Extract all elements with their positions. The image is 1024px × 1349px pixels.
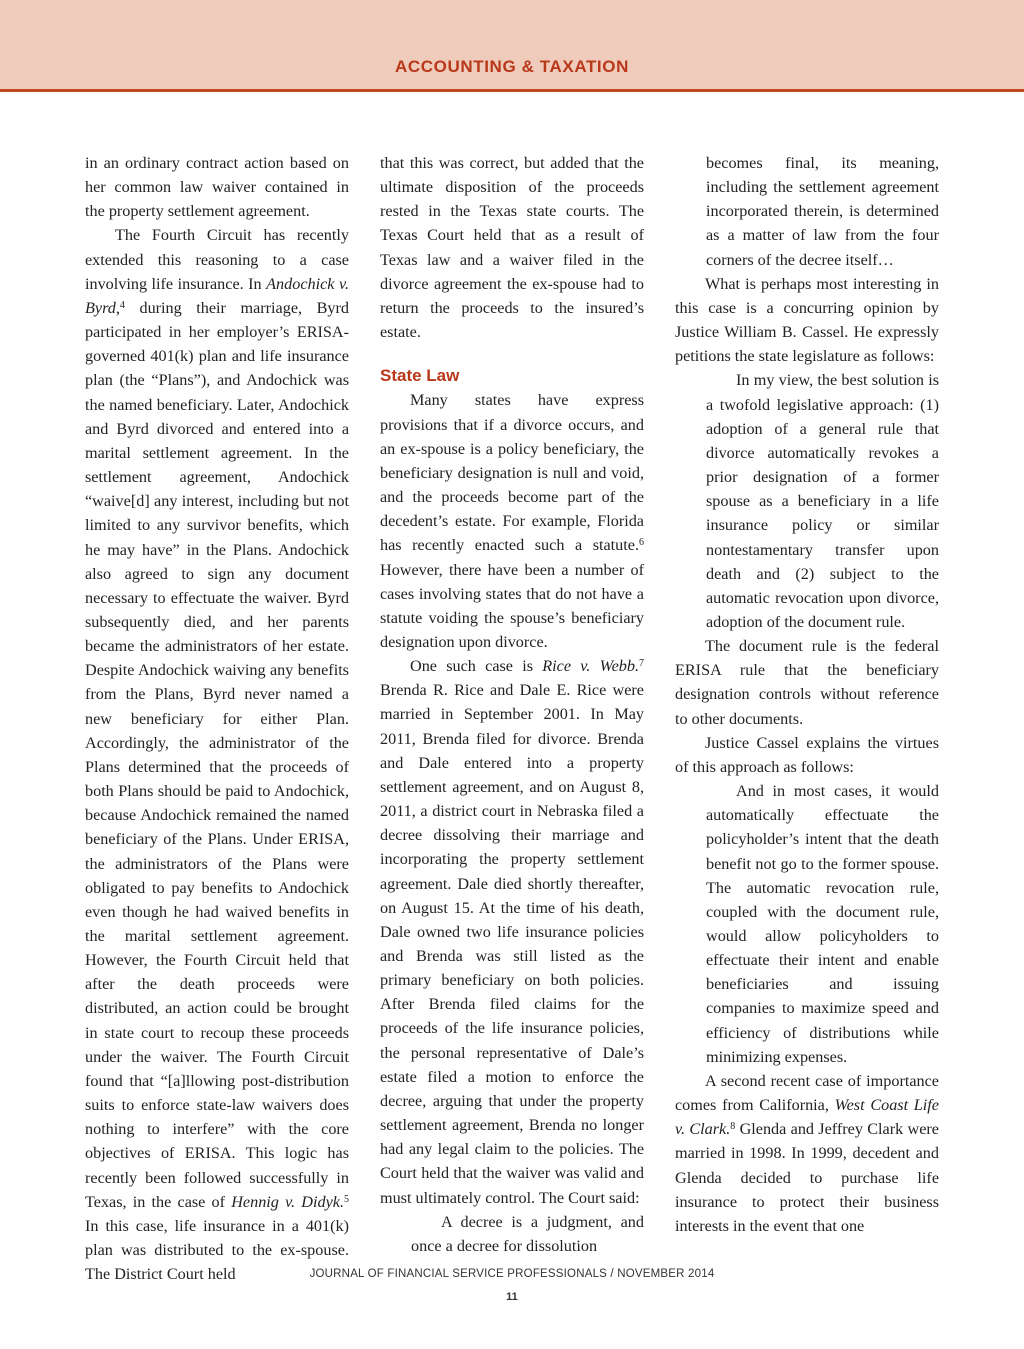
text-run: However, there have been a number of cases involving states that do not have a statute voiding the spouse’s beneficiary designation upon divorce. bbox=[380, 560, 644, 651]
section-heading: State Law bbox=[380, 366, 460, 386]
footnote-ref: 4 bbox=[119, 299, 125, 311]
block-quote: In my view, the best solution is a twofold legislative approach: (1) adoption of a general rule that divorce automatically revokes a prior designation of a former spouse as a beneficiary in a life insurance policy or similar nontestamentary transfer upon death and (2) subject to the automatic revocation upon divorce, adoption of the document rule. bbox=[706, 371, 939, 631]
section-title: ACCOUNTING & TAXATION bbox=[395, 57, 629, 76]
paragraph: in an ordinary contract action based on her common law waiver contained in the property settlement agreement. bbox=[85, 154, 349, 221]
block-quote-continued: becomes final, its meaning, including the settlement agreement incorporated therein, is determined as a matter of law from the four corners of the decree itself… bbox=[706, 154, 939, 269]
text-run: The Fourth Circuit has recently extended this reasoning to a case involving life insurance. In bbox=[85, 226, 349, 293]
case-citation: West Coast Life v. Clark. bbox=[675, 1096, 939, 1139]
paragraph bbox=[85, 223, 349, 1286]
text-run: during their marriage, Byrd participated in her employer’s ERISA-governed 401(k) plan and life insurance plan (the “Plans”), and Andochick was the named beneficiary. Later, Andochick and Byrd divorced and entered into a marital settlement agreement. In the settlement agreement, Andochick “waive[d] any interest, including but not limited to any survivor benefits, which he may have” in the Plans. Andochick also agreed to sign any document necessary to effectuate the waiver. Byrd subsequently died, and her parents became the administrators of her estate. Despite Andochick waiving any benefits from the Plans, Byrd never named a new beneficiary for either Plan. Accordingly, the administrator of the Plans determined that the proceeds of both Plans should be paid to Andochick, because Andochick remained the named beneficiary of the Plans. Under ERISA, the administrators of the Plans were obligated to pay benefits to Andochick even though he had waived benefits in the marital settlement agreement. However, the Fourth Circuit held that after the death proceeds were distributed, an action could be brought in state court to recoup these proceeds under the waiver. The Fourth Circuit found that “[a]llowing post-distribution suits to enforce state-law waivers does nothing to interfere” with the core objectives of ERISA. This logic has recently been followed successfully in Texas, in the case of bbox=[85, 298, 349, 1211]
text-run: In this case, life insurance in a 401(k) plan was distributed to the ex-spouse. The District Court held bbox=[85, 1216, 349, 1284]
paragraph: that this was correct, but added that the ultimate disposition of the proceeds rested in the Texas state courts. The Texas Court held that as a result of Texas law and a waiver filed in the divorce agreement the ex-spouse had to return the proceeds to the insured’s estate. bbox=[380, 154, 644, 342]
footnote-ref: 5 bbox=[344, 1193, 349, 1205]
case-citation: Andochick v. Byrd, bbox=[85, 274, 349, 317]
text-run: Many states have express provisions that if a divorce occurs, and an ex-spouse is a policy beneficiary, the beneficiary designation is null and void, and the proceeds become part of the decedent’s estate. For example, Florida has recently enacted such a statute. bbox=[380, 391, 644, 555]
case-citation: Hennig v. Didyk. bbox=[231, 1192, 344, 1211]
block-quote: A decree is a judgment, and once a decree for dissolution bbox=[411, 1212, 644, 1255]
footnote-ref: 7 bbox=[639, 658, 644, 670]
footnote-ref: 8 bbox=[730, 1121, 736, 1133]
page-number: 11 bbox=[506, 1291, 518, 1303]
text-run: A second recent case of importance comes from California, bbox=[675, 1071, 939, 1115]
column-3 bbox=[675, 151, 939, 1238]
paragraph: Justice Cassel explains the virtues of this approach as follows: bbox=[675, 733, 939, 776]
spacer bbox=[380, 344, 644, 356]
block-quote: And in most cases, it would automatically effectuate the policyholder’s intent that the death benefit not go to the former spouse. The automatic revocation rule, coupled with the document rule, would allow policyholders to effectuate their intent and enable beneficiaries and issuing companies to maximize speed and efficiency of distributions while minimizing expenses. bbox=[706, 782, 939, 1066]
text-run: One such case is bbox=[410, 657, 543, 676]
paragraph: The document rule is the federal ERISA rule that the beneficiary designation controls without reference to other documents. bbox=[675, 637, 939, 728]
text-run: Glenda and Jeffrey Clark were married in 1998. In 1999, decedent and Glenda decided to purchase life insurance to protect their business interests in the event that one bbox=[675, 1120, 939, 1235]
paragraph: What is perhaps most interesting in this case is a concurring opinion by Justice William B. Cassel. He expressly petitions the state legislature as follows: bbox=[675, 274, 939, 366]
paragraph bbox=[380, 654, 644, 1210]
text-run: Brenda R. Rice and Dale E. Rice were married in September 2001. In May 2011, Brenda filed for divorce. Brenda and Dale entered into a property settlement agreement, and on August 8, 2011, a district court in Nebraska filed a decree dissolving their marriage and incorporating the property settlement agreement. Dale died shortly thereafter, on August 15. At the time of his death, Dale owned two life insurance policies and Brenda was still listed as the primary beneficiary on both policies. After Brenda filed claims for the proceeds of the life insurance policies, the personal representative of Dale’s estate filed a motion to enforce the decree, arguing that under the property settlement agreement, Brenda no longer had any legal claim to the policies. The Court held that the waiver was valid and must ultimately control. The Court said: bbox=[380, 681, 644, 1207]
paragraph bbox=[675, 1069, 939, 1238]
column-2 bbox=[380, 151, 644, 1258]
paragraph bbox=[380, 388, 644, 654]
header-band bbox=[0, 0, 1024, 92]
footnote-ref: 6 bbox=[639, 537, 644, 549]
journal-footer: JOURNAL OF FINANCIAL SERVICE PROFESSIONALS / NOVEMBER 2014 bbox=[309, 1268, 715, 1280]
column-1 bbox=[85, 151, 349, 1286]
case-citation: Rice v. Webb. bbox=[542, 657, 639, 676]
